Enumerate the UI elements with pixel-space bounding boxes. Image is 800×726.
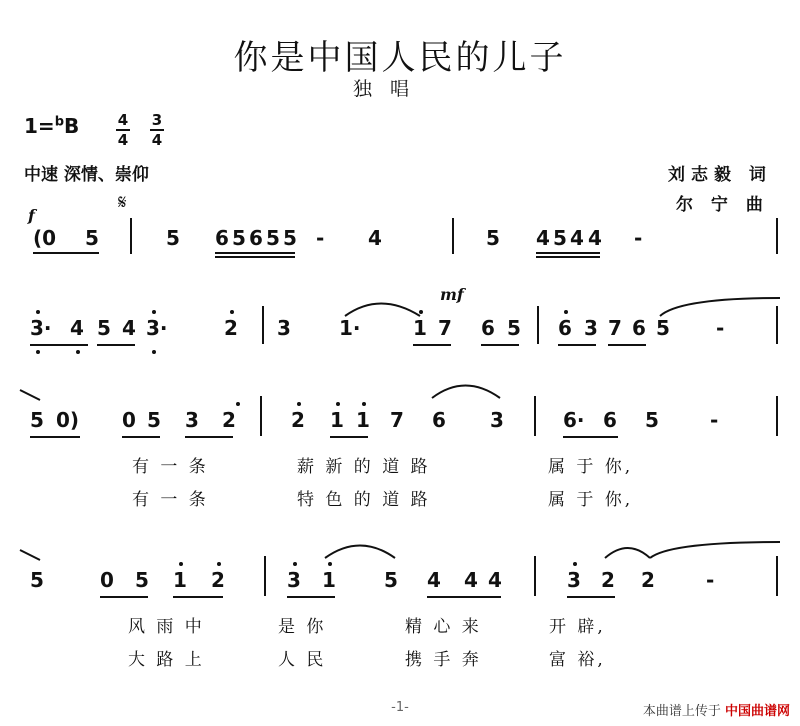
underline: [608, 344, 646, 346]
underline: [185, 436, 233, 438]
note: 6: [603, 408, 617, 432]
slurs: [0, 286, 800, 326]
underline: [427, 596, 501, 598]
dot: [152, 350, 156, 354]
dot: [36, 350, 40, 354]
note: 5: [507, 316, 521, 340]
note: 0: [122, 408, 136, 432]
note: 0): [56, 408, 80, 432]
note: 5: [283, 226, 297, 250]
note: 3: [287, 568, 301, 592]
underline: [97, 344, 135, 346]
note: 3: [277, 316, 291, 340]
note: 2: [601, 568, 615, 592]
note: 5: [266, 226, 280, 250]
barline: [776, 218, 778, 254]
note: 7: [438, 316, 452, 340]
lyric-line-3a: 风 雨 中: [128, 617, 205, 637]
barline: [130, 218, 132, 254]
note: 4: [488, 568, 502, 592]
note: 6: [632, 316, 646, 340]
time-signature-4-4: 4 4: [117, 111, 129, 149]
note: 4: [70, 316, 84, 340]
underline: [173, 596, 223, 598]
note: 3: [490, 408, 504, 432]
note: 5: [645, 408, 659, 432]
lyric-line-4d: 富 裕,: [549, 650, 606, 670]
underline: [215, 256, 295, 258]
dynamic-mezzo-forte: mf: [440, 285, 464, 304]
underline: [563, 436, 618, 438]
note: 5: [232, 226, 246, 250]
underline: [481, 344, 519, 346]
note: 2: [211, 568, 225, 592]
segno-icon: 𝄋: [118, 190, 127, 214]
note: 5: [97, 316, 111, 340]
lyric-line-3b: 是 你: [278, 617, 327, 637]
note: 6: [249, 226, 263, 250]
note: 6: [432, 408, 446, 432]
lyric-line-1b: 薪 新 的 道 路: [297, 457, 431, 477]
underline: [122, 436, 160, 438]
underline: [30, 436, 80, 438]
note: 3: [567, 568, 581, 592]
underline: [558, 344, 596, 346]
note: 7: [390, 408, 404, 432]
lyric-line-1a: 有 一 条: [132, 457, 209, 477]
dynamic-forte: f: [28, 206, 35, 225]
underline: [287, 596, 335, 598]
barline: [452, 218, 454, 254]
note: 3: [185, 408, 199, 432]
lyric-line-4c: 携 手 奔: [405, 650, 482, 670]
note: 6·: [563, 408, 585, 432]
note: -: [706, 568, 715, 592]
note: -: [316, 226, 325, 250]
note: 6: [215, 226, 229, 250]
note: (0: [33, 226, 57, 250]
note: 1: [173, 568, 187, 592]
slurs: [0, 528, 800, 568]
note: -: [634, 226, 643, 250]
note: 5: [656, 316, 670, 340]
note: 5: [486, 226, 500, 250]
note: 1·: [339, 316, 361, 340]
underline: [567, 596, 615, 598]
song-title: 你是中国人民的儿子: [233, 38, 567, 78]
note: 4: [536, 226, 550, 250]
note: 1: [330, 408, 344, 432]
underline: [33, 252, 99, 254]
note: 2: [222, 408, 236, 432]
underline: [536, 252, 600, 254]
note: 5: [135, 568, 149, 592]
note: 4: [427, 568, 441, 592]
note: 1: [322, 568, 336, 592]
note: 7: [608, 316, 622, 340]
note: 4: [570, 226, 584, 250]
lyric-line-1c: 属 于 你,: [548, 457, 634, 477]
lyricist-credit: 刘志毅 词: [668, 165, 772, 185]
note: 5: [30, 408, 44, 432]
note: 2: [641, 568, 655, 592]
lyric-line-3d: 开 辟,: [549, 617, 606, 637]
note: 5: [166, 226, 180, 250]
note: 3: [584, 316, 598, 340]
underline: [413, 344, 451, 346]
dot: [76, 350, 80, 354]
note: 3·: [146, 316, 168, 340]
note: 4: [368, 226, 382, 250]
lyric-line-2c: 属 于 你,: [548, 490, 634, 510]
note: 5: [384, 568, 398, 592]
underline: [215, 252, 295, 254]
tempo-marking: 中速 深情、崇仰: [24, 165, 149, 185]
lyric-line-3c: 精 心 来: [405, 617, 482, 637]
lyric-line-4b: 人 民: [278, 650, 327, 670]
lyric-line-2b: 特 色 的 道 路: [297, 490, 431, 510]
underline: [100, 596, 148, 598]
note: 3·: [30, 316, 52, 340]
lyric-line-2a: 有 一 条: [132, 490, 209, 510]
underline: [30, 344, 88, 346]
score-row-4: [0, 568, 800, 628]
slurs: [0, 368, 800, 408]
underline: [330, 436, 368, 438]
note: 5: [147, 408, 161, 432]
note: -: [710, 408, 719, 432]
key-signature: 1=$^b$B: [24, 114, 80, 138]
song-subtitle: 独唱: [352, 78, 427, 100]
note: 0: [100, 568, 114, 592]
time-signature-3-4: 3 4: [151, 111, 163, 149]
lyric-line-4a: 大 路 上: [128, 650, 205, 670]
page-number: -1-: [391, 700, 409, 715]
note: 1: [413, 316, 427, 340]
note: 1: [356, 408, 370, 432]
note: 4: [464, 568, 478, 592]
note: 2: [224, 316, 238, 340]
note: 5: [553, 226, 567, 250]
note: 5: [30, 568, 44, 592]
composer-credit: 尔 宁 曲: [676, 195, 769, 215]
note: 6: [481, 316, 495, 340]
footer-credit: 本曲谱上传于 中国曲谱网: [642, 704, 790, 719]
note: 5: [85, 226, 99, 250]
note: 6: [558, 316, 572, 340]
underline: [536, 256, 600, 258]
score-row-1: [0, 226, 800, 286]
note: 4: [122, 316, 136, 340]
note: -: [716, 316, 725, 340]
score-row-2: [0, 316, 800, 376]
note: 2: [291, 408, 305, 432]
note: 4: [588, 226, 602, 250]
